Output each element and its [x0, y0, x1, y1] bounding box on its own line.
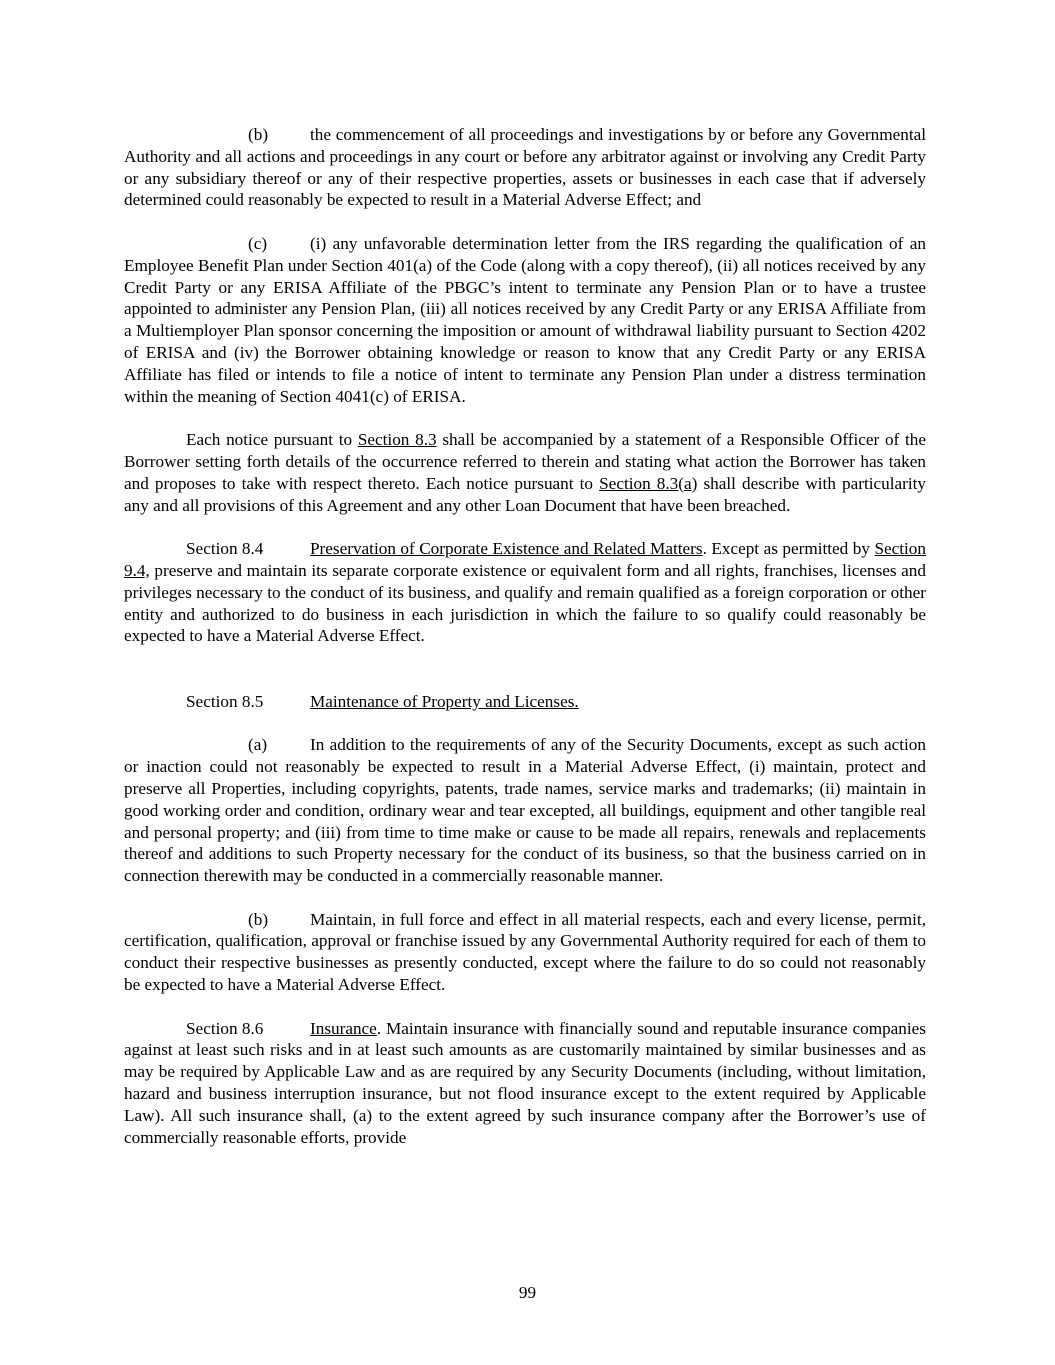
notice-text-1: Each notice pursuant to: [186, 430, 358, 450]
section-8-4: [124, 538, 926, 647]
paragraph-text: In addition to the requirements of any of the Security Documents, except as such action or inaction could not reasonably be expected to result in a Material Adverse Effect, (i) maintain, protect and preserve all Properties, including copyrights, patents, trade names, service marks and trademarks; (ii) maintain in good working order and condition, ordinary wear and tear excepted, all buildings, equipment and other tangible real and personal property; and (iii) from time to time make or cause to be made all repairs, renewals and replacements thereof and additions to such Property necessary for the conduct of its business, so that the business carried on in connection therewith may be conducted in a commercially reasonable manner.: [124, 735, 926, 886]
section-text-2: preserve and maintain its separate corporate existence or equivalent form and all rights, franchises, licenses and privileges necessary to the conduct of its business, and qualify and remain qualified as a foreign corporation or other entity and authorized to do business in each jurisdiction in which the failure to so qualify could reasonably be expected to have a Material Adverse Effect.: [124, 560, 926, 646]
section-title: Maintenance of Property and Licenses.: [310, 691, 579, 711]
document-page: [124, 124, 926, 1148]
notice-text-3: shall describe with particularity any and all provisions of this Agreement and any other Loan Document that have been breached.: [124, 473, 926, 515]
section-8-5-heading: [124, 691, 926, 713]
paragraph-8-3-c: [124, 233, 926, 407]
paragraph-8-5-a: [124, 734, 926, 887]
paragraph-8-5-b: [124, 909, 926, 996]
page-number: 99: [518, 1283, 537, 1302]
paragraph-text: Maintain, in full force and effect in all material respects, each and every license, permit, certification, qualification, approval or franchise issued by any Governmental Authority required for each of them to conduct their respective businesses as presently conducted, except where the failure to do so could not reasonably be expected to have a Material Adverse Effect.: [124, 909, 926, 995]
paragraph-notice: [124, 429, 926, 516]
section-text-1: . Except as permitted by: [702, 539, 875, 559]
section-9-4-link[interactable]: Section 9.4,: [124, 539, 926, 580]
section-number: Section 8.4: [186, 539, 264, 559]
section-number: Section 8.5: [186, 691, 264, 711]
section-title: Insurance: [310, 1018, 377, 1038]
section-number: Section 8.6: [186, 1018, 264, 1038]
paragraph-text: (i) any unfavorable determination letter from the IRS regarding the qualification of an Employee Benefit Plan under Section 401(a) of the Code (along with a copy thereof), (ii) all notices received by any Credit Party or any ERISA Affiliate of the PBGC’s intent to terminate any Pension Plan or to have a trustee appointed to administer any Pension Plan, (iii) all notices received by any Credit Party or any ERISA Affiliate from a Multiemployer Plan sponsor concerning the imposition or amount of withdrawal liability pursuant to Section 4202 of ERISA and (iv) the Borrower obtaining knowledge or reason to know that any Credit Party or any ERISA Affiliate has filed or intends to file a notice of intent to terminate any Pension Plan under a distress termination within the meaning of Section 4041(c) of ERISA.: [124, 233, 926, 406]
notice-text-2: shall be accompanied by a statement of a Responsible Officer of the Borrower setting forth details of the occurrence referred to therein and stating what action the Borrower has taken and proposes to take with respect thereto. Each notice pursuant to: [124, 430, 926, 493]
paragraph-label: (c): [248, 233, 268, 253]
section-8-3-a-link[interactable]: Section 8.3(a): [599, 473, 698, 493]
paragraph-text: the commencement of all proceedings and investigations by or before any Governmental Authority and all actions and proceedings in any court or before any arbitrator against or involving any Credit Party or any subsidiary thereof or any of their respective properties, assets or businesses in each case that if adversely determined could reasonably be expected to result in a Material Adverse Effect; and: [124, 125, 926, 210]
paragraph-8-3-b: [124, 124, 926, 211]
paragraph-label: (b): [248, 909, 269, 929]
section-8-3-link[interactable]: Section 8.3: [357, 430, 437, 450]
section-title: Preservation of Corporate Existence and Related Matters: [310, 539, 703, 559]
paragraph-label: (b): [248, 125, 269, 144]
paragraph-label: (a): [248, 735, 268, 755]
section-text: . Maintain insurance with financially sound and reputable insurance companies against at least such risks and in at least such amounts as are customarily maintained by similar businesses and as may be required by Applicable Law and as are required by any Security Documents (including, without limitation, hazard and business interruption insurance, but not flood insurance except to the extent required by Applicable Law). All such insurance shall, (a) to the extent agreed by such insurance company after the Borrower’s use of commercially reasonable efforts, provide: [124, 1018, 926, 1147]
section-8-6: [124, 1018, 926, 1149]
